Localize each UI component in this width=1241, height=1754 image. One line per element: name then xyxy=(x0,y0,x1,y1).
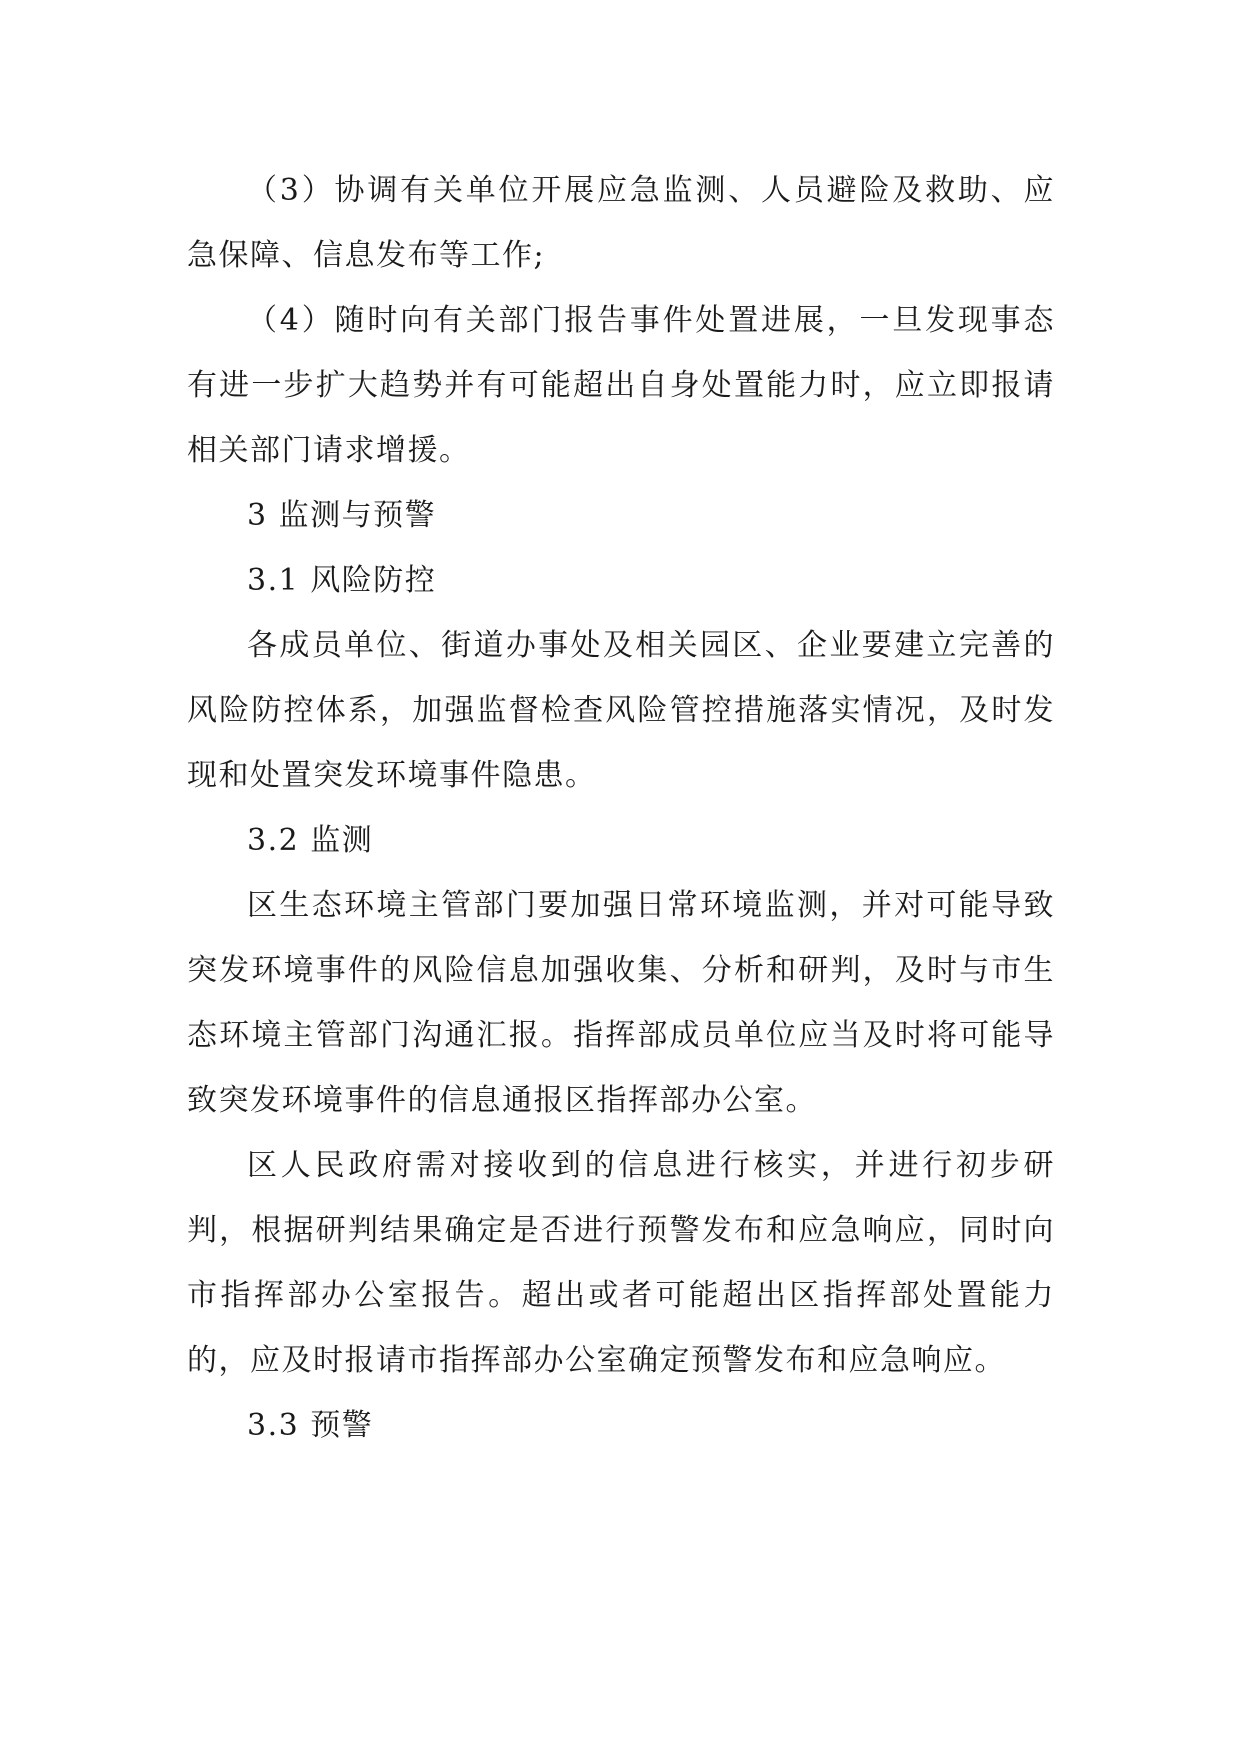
section-heading-3-3: 3.3 预警 xyxy=(247,1408,374,1443)
paragraph-item-4: （4）随时向有关部门报告事件处置进展，一旦发现事态有进一步扩大趋势并有可能超出自身处置能力时，应立即报请相关部门请求增援。 xyxy=(187,303,1055,468)
paragraph-item-3: （3）协调有关单位开展应急监测、人员避险及救助、应急保障、信息发布等工作; xyxy=(187,173,1055,273)
section-body-3-2-paragraph-2: 区人民政府需对接收到的信息进行核实，并进行初步研判，根据研判结果确定是否进行预警发布和应急响应，同时向市指挥部办公室报告。超出或者可能超出区指挥部处置能力的，应及时报请市指挥部办公室确定预警发布和应急响应。 xyxy=(187,1148,1055,1378)
section-body-3-2-paragraph-1: 区生态环境主管部门要加强日常环境监测，并对可能导致突发环境事件的风险信息加强收集、分析和研判，及时与市生态环境主管部门沟通汇报。指挥部成员单位应当及时将可能导致突发环境事件的信息通报区指挥部办公室。 xyxy=(187,888,1055,1118)
document-page xyxy=(187,158,1055,1458)
section-heading-3-1: 3.1 风险防控 xyxy=(247,563,437,598)
section-body-3-1: 各成员单位、街道办事处及相关园区、企业要建立完善的风险防控体系，加强监督检查风险管控措施落实情况，及时发现和处置突发环境事件隐患。 xyxy=(187,628,1055,793)
section-heading-3-2: 3.2 监测 xyxy=(247,823,374,858)
section-heading-3: 3 监测与预警 xyxy=(247,498,437,533)
